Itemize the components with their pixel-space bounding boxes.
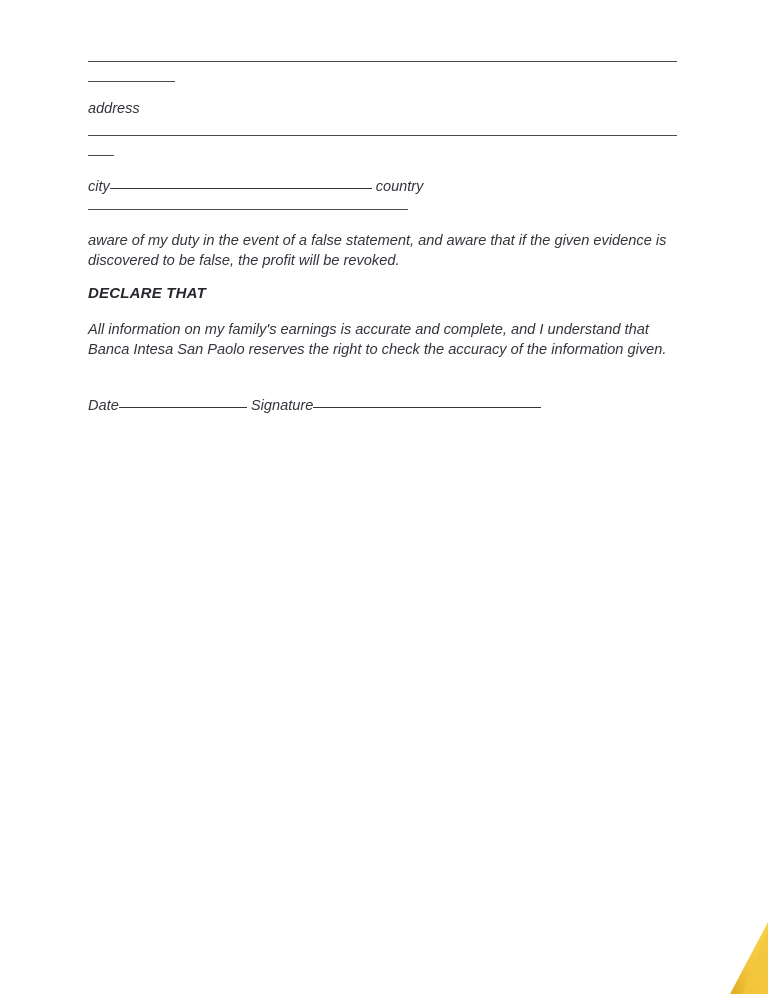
awareness-paragraph: aware of my duty in the event of a false statement, and aware that if the given evidence is discovered to be false, the profit will be revoked. <box>88 233 667 270</box>
country-field-label: country <box>375 179 424 195</box>
city-field-label: city <box>88 179 110 195</box>
address-line-rule <box>88 135 677 136</box>
page-curl-icon <box>722 922 768 994</box>
declaration-paragraph: All information on my family's earnings is accurate and complete, and I understand that Banca Intesa San Paolo reserves the right to check the accuracy of the information given. <box>88 322 667 359</box>
city-input-blank[interactable] <box>110 177 372 189</box>
date-field-label: Date <box>88 398 119 414</box>
name-line-continuation-rule <box>88 81 175 82</box>
address-field-label: address <box>88 101 140 117</box>
date-input-blank[interactable] <box>119 396 247 408</box>
signature-input-blank[interactable] <box>313 396 541 408</box>
city-country-field-row <box>88 177 423 196</box>
date-signature-row <box>88 396 541 414</box>
declare-that-heading: DECLARE THAT <box>88 285 206 302</box>
country-line-rule <box>88 209 408 210</box>
signature-field-label: Signature <box>250 398 314 414</box>
name-line-rule <box>88 61 677 62</box>
address-line-continuation-rule <box>88 155 114 156</box>
